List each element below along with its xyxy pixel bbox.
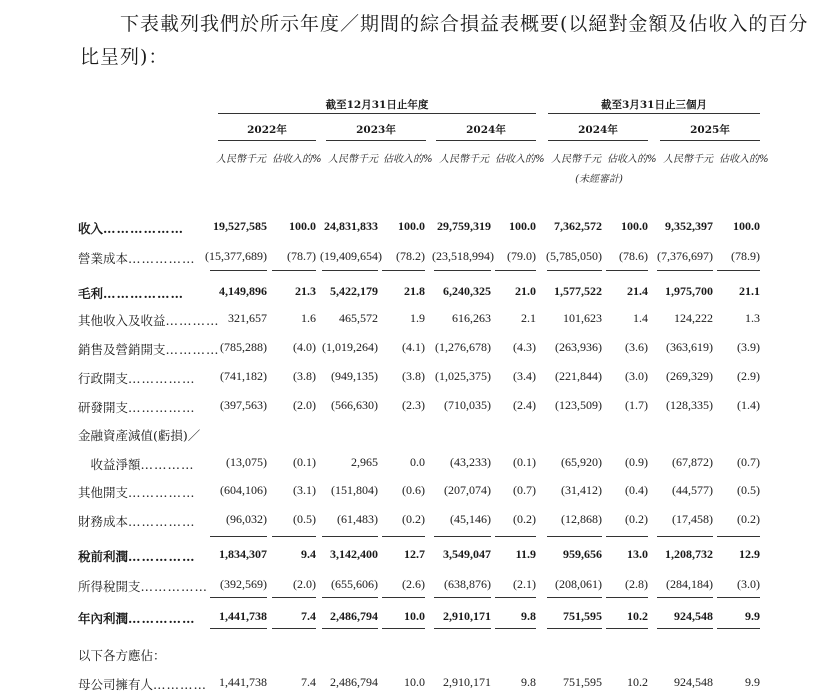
row-leader-dots: …………… bbox=[128, 371, 196, 386]
percent-cell: 7.4 bbox=[301, 675, 316, 689]
row-label bbox=[78, 483, 196, 501]
percent-cell: 1.3 bbox=[745, 311, 760, 325]
amount-cell: 1,208,732 bbox=[665, 547, 713, 561]
amount-cell: (604,106) bbox=[220, 483, 267, 497]
amount-cell: (397,563) bbox=[220, 398, 267, 412]
unit-header: 人民幣千元 bbox=[328, 154, 378, 165]
amount-cell: (1,276,678) bbox=[435, 340, 491, 354]
percent-cell: (0.5) bbox=[737, 483, 760, 497]
amount-cell: (67,872) bbox=[672, 455, 713, 469]
amount-cell: (128,335) bbox=[666, 398, 713, 412]
period-rule bbox=[548, 140, 648, 141]
row-label-text: 母公司擁有人 bbox=[78, 677, 154, 692]
percent-cell: (78.2) bbox=[396, 249, 425, 263]
amount-cell: (15,377,689) bbox=[205, 249, 267, 263]
column-rule bbox=[272, 270, 316, 271]
amount-cell: 101,623 bbox=[563, 311, 602, 325]
row-leader-dots: ……………… bbox=[103, 286, 185, 301]
amount-cell: (221,844) bbox=[555, 369, 602, 383]
period-rule bbox=[436, 140, 536, 141]
row-label bbox=[78, 455, 195, 473]
period-rule bbox=[218, 140, 316, 141]
row-label-text: 稅前利潤 bbox=[78, 549, 129, 564]
amount-cell: 959,656 bbox=[563, 547, 602, 561]
column-rule bbox=[434, 536, 491, 537]
amount-cell: (710,035) bbox=[444, 398, 491, 412]
column-rule bbox=[657, 597, 713, 598]
column-rule bbox=[606, 597, 648, 598]
row-label bbox=[78, 547, 196, 565]
amount-cell: 29,759,319 bbox=[437, 219, 491, 233]
column-rule bbox=[382, 628, 425, 629]
percent-cell: 100.0 bbox=[398, 219, 425, 233]
percent-cell: (79.0) bbox=[507, 249, 536, 263]
amount-cell: (19,409,654) bbox=[320, 249, 382, 263]
column-rule bbox=[495, 597, 536, 598]
intro-line-2: 比呈列)： bbox=[80, 46, 169, 68]
amount-cell: 6,240,325 bbox=[443, 284, 491, 298]
amount-cell: (17,458) bbox=[672, 512, 713, 526]
percent-cell: 100.0 bbox=[733, 219, 760, 233]
group-header-quarterly: 截至3月31日止三個月 bbox=[601, 99, 707, 111]
amount-cell: (12,868) bbox=[561, 512, 602, 526]
column-rule bbox=[717, 536, 760, 537]
percent-cell: 21.8 bbox=[404, 284, 425, 298]
row-label-text: 收益淨額 bbox=[78, 457, 141, 472]
column-rule bbox=[210, 628, 267, 629]
group-rule-annual bbox=[218, 113, 536, 114]
row-label bbox=[78, 340, 220, 358]
row-leader-dots: …………… bbox=[128, 549, 196, 564]
table-row bbox=[0, 644, 838, 664]
amount-cell: 4,149,896 bbox=[219, 284, 267, 298]
percent-cell: (3.8) bbox=[293, 369, 316, 383]
amount-cell: 5,422,179 bbox=[330, 284, 378, 298]
row-label-text: 研發開支 bbox=[78, 400, 129, 415]
percent-cell: (2.8) bbox=[625, 577, 648, 591]
period-header-2024: 2024年 bbox=[466, 124, 506, 136]
amount-cell: 2,486,794 bbox=[330, 609, 378, 623]
amount-cell: (655,606) bbox=[331, 577, 378, 591]
row-label-text: 年內利潤 bbox=[78, 611, 129, 626]
table-row bbox=[0, 575, 838, 595]
column-rule bbox=[495, 628, 536, 629]
percent-cell: (3.0) bbox=[625, 369, 648, 383]
percent-cell: (4.0) bbox=[293, 340, 316, 354]
table-row bbox=[0, 424, 838, 444]
column-rule bbox=[210, 536, 267, 537]
column-rule bbox=[547, 628, 602, 629]
row-label bbox=[78, 675, 207, 693]
percent-cell: 100.0 bbox=[509, 219, 536, 233]
percent-cell: 10.0 bbox=[404, 609, 425, 623]
amount-cell: 9,352,397 bbox=[665, 219, 713, 233]
amount-cell: (207,074) bbox=[444, 483, 491, 497]
row-leader-dots: …………… bbox=[128, 251, 196, 266]
amount-cell: (741,182) bbox=[220, 369, 267, 383]
row-leader-dots: …………… bbox=[128, 400, 196, 415]
percent-cell: (1.7) bbox=[625, 398, 648, 412]
period-header-2023: 2023年 bbox=[356, 124, 396, 136]
percent-cell: 9.8 bbox=[521, 675, 536, 689]
row-leader-dots: ………… bbox=[140, 457, 195, 472]
column-rule bbox=[657, 536, 713, 537]
amount-cell: (123,509) bbox=[555, 398, 602, 412]
amount-cell: 2,910,171 bbox=[443, 675, 491, 689]
row-leader-dots: ………… bbox=[153, 677, 208, 692]
row-label-text: 毛利 bbox=[78, 286, 104, 301]
amount-cell: 19,527,585 bbox=[213, 219, 267, 233]
column-rule bbox=[495, 270, 536, 271]
row-leader-dots: ………… bbox=[165, 342, 220, 357]
amount-cell: (151,804) bbox=[331, 483, 378, 497]
percent-cell: 1.4 bbox=[633, 311, 648, 325]
percent-cell: 21.4 bbox=[627, 284, 648, 298]
row-label bbox=[78, 284, 184, 302]
amount-cell: (31,412) bbox=[561, 483, 602, 497]
percent-cell: 21.1 bbox=[739, 284, 760, 298]
table-row bbox=[0, 510, 838, 530]
amount-cell: 751,595 bbox=[563, 675, 602, 689]
column-rule bbox=[382, 597, 425, 598]
amount-cell: (65,920) bbox=[561, 455, 602, 469]
period-rule bbox=[326, 140, 426, 141]
row-leader-dots: ……………… bbox=[103, 221, 185, 236]
period-rule bbox=[660, 140, 760, 141]
percent-cell: (78.6) bbox=[619, 249, 648, 263]
row-label bbox=[78, 512, 196, 530]
row-label-text: 其他開支 bbox=[78, 485, 129, 500]
row-leader-dots: …………… bbox=[128, 514, 196, 529]
table-row bbox=[0, 338, 838, 358]
column-rule bbox=[606, 628, 648, 629]
amount-cell: (263,936) bbox=[555, 340, 602, 354]
table-row bbox=[0, 481, 838, 501]
row-label-text: 所得稅開支 bbox=[78, 579, 141, 594]
amount-cell: 1,441,738 bbox=[219, 609, 267, 623]
percent-cell: 1.9 bbox=[410, 311, 425, 325]
group-rule-quarterly bbox=[548, 113, 760, 114]
row-label-text: 銷售及營銷開支 bbox=[78, 342, 166, 357]
percent-cell: (2.4) bbox=[513, 398, 536, 412]
amount-cell: (13,075) bbox=[226, 455, 267, 469]
unaudited-note: (未經審計) bbox=[575, 174, 623, 185]
period-header-2024-q1: 2024年 bbox=[578, 124, 618, 136]
amount-cell: (638,876) bbox=[444, 577, 491, 591]
column-rule bbox=[547, 270, 602, 271]
amount-cell: (43,233) bbox=[450, 455, 491, 469]
percent-cell: (1.4) bbox=[737, 398, 760, 412]
percent-cell: (4.1) bbox=[402, 340, 425, 354]
amount-cell: (44,577) bbox=[672, 483, 713, 497]
unit-header: 人民幣千元 bbox=[663, 154, 713, 165]
row-label bbox=[78, 646, 166, 664]
amount-cell: (1,019,264) bbox=[322, 340, 378, 354]
column-rule bbox=[322, 536, 378, 537]
unit-header: 人民幣千元 bbox=[439, 154, 489, 165]
amount-cell: 924,548 bbox=[674, 675, 713, 689]
column-rule bbox=[547, 597, 602, 598]
table-row bbox=[0, 217, 838, 237]
unit-header: 人民幣千元 bbox=[551, 154, 601, 165]
percent-cell: 0.0 bbox=[410, 455, 425, 469]
amount-cell: (269,329) bbox=[666, 369, 713, 383]
percent-cell: 12.7 bbox=[404, 547, 425, 561]
table-row bbox=[0, 367, 838, 387]
row-label-text: 行政開支 bbox=[78, 371, 129, 386]
amount-cell: 2,910,171 bbox=[443, 609, 491, 623]
percent-cell: 9.9 bbox=[745, 675, 760, 689]
percent-cell: (3.6) bbox=[625, 340, 648, 354]
percent-cell: (3.9) bbox=[737, 340, 760, 354]
percent-cell: 7.4 bbox=[301, 609, 316, 623]
column-rule bbox=[606, 270, 648, 271]
percent-cell: (0.2) bbox=[625, 512, 648, 526]
amount-cell: (392,569) bbox=[220, 577, 267, 591]
percent-cell: 9.9 bbox=[745, 609, 760, 623]
table-row bbox=[0, 607, 838, 627]
column-rule bbox=[657, 628, 713, 629]
row-label-text: 金融資產減值(虧損)／ bbox=[78, 428, 201, 443]
column-rule bbox=[606, 536, 648, 537]
percent-cell: 21.0 bbox=[515, 284, 536, 298]
amount-cell: (96,032) bbox=[226, 512, 267, 526]
pct-header: 佔收入的% bbox=[495, 154, 545, 165]
amount-cell: (284,184) bbox=[666, 577, 713, 591]
percent-cell: (4.3) bbox=[513, 340, 536, 354]
row-label bbox=[78, 609, 196, 627]
column-rule bbox=[547, 536, 602, 537]
pct-header: 佔收入的% bbox=[272, 154, 322, 165]
amount-cell: (7,376,697) bbox=[657, 249, 713, 263]
percent-cell: (78.9) bbox=[731, 249, 760, 263]
percent-cell: (2.0) bbox=[293, 577, 316, 591]
percent-cell: 9.8 bbox=[521, 609, 536, 623]
percent-cell: (78.7) bbox=[287, 249, 316, 263]
column-rule bbox=[717, 597, 760, 598]
percent-cell: (3.4) bbox=[513, 369, 536, 383]
row-leader-dots: …………… bbox=[140, 579, 209, 594]
percent-cell: (2.1) bbox=[513, 577, 536, 591]
pct-header: 佔收入的% bbox=[719, 154, 769, 165]
column-rule bbox=[210, 270, 267, 271]
row-label bbox=[78, 311, 220, 329]
percent-cell: (0.2) bbox=[513, 512, 536, 526]
amount-cell: (949,135) bbox=[331, 369, 378, 383]
percent-cell: 9.4 bbox=[301, 547, 316, 561]
amount-cell: 465,572 bbox=[339, 311, 378, 325]
table-row bbox=[0, 247, 838, 267]
amount-cell: (45,146) bbox=[450, 512, 491, 526]
percent-cell: (3.0) bbox=[737, 577, 760, 591]
amount-cell: (566,630) bbox=[331, 398, 378, 412]
row-label bbox=[78, 577, 208, 595]
column-rule bbox=[434, 628, 491, 629]
amount-cell: (363,619) bbox=[666, 340, 713, 354]
percent-cell: 11.9 bbox=[515, 547, 536, 561]
percent-cell: (0.2) bbox=[402, 512, 425, 526]
table-row bbox=[0, 453, 838, 473]
amount-cell: 3,549,047 bbox=[443, 547, 491, 561]
table-row bbox=[0, 545, 838, 565]
percent-cell: (2.6) bbox=[402, 577, 425, 591]
column-rule bbox=[717, 628, 760, 629]
row-label bbox=[78, 398, 196, 416]
amount-cell: 3,142,400 bbox=[330, 547, 378, 561]
amount-cell: 1,834,307 bbox=[219, 547, 267, 561]
column-rule bbox=[382, 270, 425, 271]
percent-cell: 12.9 bbox=[739, 547, 760, 561]
amount-cell: 1,975,700 bbox=[665, 284, 713, 298]
table-row bbox=[0, 282, 838, 302]
amount-cell: 1,441,738 bbox=[219, 675, 267, 689]
percent-cell: (0.7) bbox=[737, 455, 760, 469]
percent-cell: (0.9) bbox=[625, 455, 648, 469]
column-rule bbox=[434, 597, 491, 598]
column-rule bbox=[210, 597, 267, 598]
row-leader-dots: …………… bbox=[128, 611, 196, 626]
percent-cell: (3.1) bbox=[293, 483, 316, 497]
column-rule bbox=[495, 536, 536, 537]
period-header-2025-q1: 2025年 bbox=[690, 124, 730, 136]
percent-cell: (3.8) bbox=[402, 369, 425, 383]
pct-header: 佔收入的% bbox=[607, 154, 657, 165]
amount-cell: 24,831,833 bbox=[324, 219, 378, 233]
row-label-text: 財務成本 bbox=[78, 514, 129, 529]
percent-cell: (0.5) bbox=[293, 512, 316, 526]
percent-cell: 21.3 bbox=[295, 284, 316, 298]
percent-cell: 10.2 bbox=[627, 675, 648, 689]
amount-cell: 751,595 bbox=[563, 609, 602, 623]
row-label bbox=[78, 426, 200, 444]
amount-cell: (23,518,994) bbox=[432, 249, 494, 263]
percent-cell: (0.1) bbox=[293, 455, 316, 469]
percent-cell: (2.3) bbox=[402, 398, 425, 412]
column-rule bbox=[322, 597, 378, 598]
percent-cell: (0.1) bbox=[513, 455, 536, 469]
amount-cell: 616,263 bbox=[452, 311, 491, 325]
amount-cell: 2,486,794 bbox=[330, 675, 378, 689]
column-rule bbox=[272, 628, 316, 629]
percent-cell: (0.4) bbox=[625, 483, 648, 497]
table-row bbox=[0, 309, 838, 329]
percent-cell: (0.2) bbox=[737, 512, 760, 526]
row-leader-dots: ………… bbox=[165, 313, 220, 328]
amount-cell: 924,548 bbox=[674, 609, 713, 623]
amount-cell: 1,577,522 bbox=[554, 284, 602, 298]
percent-cell: (2.0) bbox=[293, 398, 316, 412]
percent-cell: 1.6 bbox=[301, 311, 316, 325]
table-row bbox=[0, 673, 838, 693]
row-label-text: 其他收入及收益 bbox=[78, 313, 166, 328]
row-label-text: 營業成本 bbox=[78, 251, 129, 266]
percent-cell: 10.0 bbox=[404, 675, 425, 689]
percent-cell: (0.7) bbox=[513, 483, 536, 497]
column-rule bbox=[382, 536, 425, 537]
amount-cell: 321,657 bbox=[228, 311, 267, 325]
percent-cell: 2.1 bbox=[521, 311, 536, 325]
percent-cell: 100.0 bbox=[289, 219, 316, 233]
percent-cell: (2.9) bbox=[737, 369, 760, 383]
column-rule bbox=[657, 270, 713, 271]
amount-cell: (1,025,375) bbox=[435, 369, 491, 383]
percent-cell: 100.0 bbox=[621, 219, 648, 233]
unit-header: 人民幣千元 bbox=[216, 154, 266, 165]
pct-header: 佔收入的% bbox=[383, 154, 433, 165]
amount-cell: (208,061) bbox=[555, 577, 602, 591]
table-row bbox=[0, 396, 838, 416]
column-rule bbox=[322, 628, 378, 629]
column-rule bbox=[434, 270, 491, 271]
row-label-text: 以下各方應佔： bbox=[78, 648, 166, 663]
amount-cell: (785,288) bbox=[220, 340, 267, 354]
row-label bbox=[78, 369, 196, 387]
percent-cell: 13.0 bbox=[627, 547, 648, 561]
amount-cell: 7,362,572 bbox=[554, 219, 602, 233]
amount-cell: 124,222 bbox=[674, 311, 713, 325]
intro-line-1: 下表載列我們於所示年度／期間的綜合損益表概要(以絕對金額及佔收入的百分 bbox=[120, 13, 809, 35]
row-label-text: 收入 bbox=[78, 221, 104, 236]
amount-cell: (5,785,050) bbox=[546, 249, 602, 263]
group-header-annual: 截至12月31日止年度 bbox=[325, 99, 429, 111]
row-leader-dots: …………… bbox=[128, 485, 196, 500]
column-rule bbox=[272, 536, 316, 537]
row-label bbox=[78, 219, 184, 237]
amount-cell: 2,965 bbox=[351, 455, 378, 469]
amount-cell: (61,483) bbox=[337, 512, 378, 526]
column-rule bbox=[272, 597, 316, 598]
intro-paragraph bbox=[80, 8, 820, 74]
percent-cell: 10.2 bbox=[627, 609, 648, 623]
period-header-2022: 2022年 bbox=[247, 124, 287, 136]
percent-cell: (0.6) bbox=[402, 483, 425, 497]
row-label bbox=[78, 249, 196, 267]
column-rule bbox=[717, 270, 760, 271]
column-rule bbox=[322, 270, 378, 271]
